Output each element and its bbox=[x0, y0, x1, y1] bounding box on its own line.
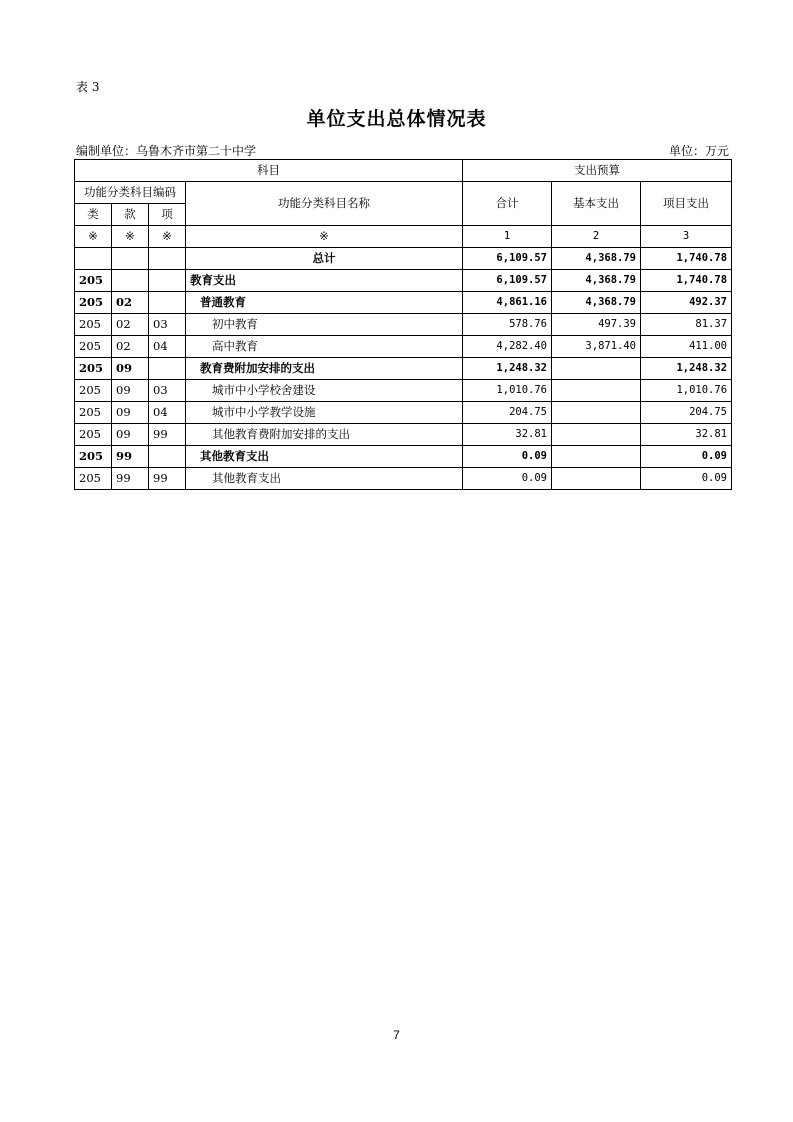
header-kuan: 款 bbox=[112, 204, 149, 226]
cell-total: 578.76 bbox=[463, 314, 552, 336]
cell-total: 204.75 bbox=[463, 402, 552, 424]
header-budget: 支出预算 bbox=[463, 160, 732, 182]
cell-total: 4,282.40 bbox=[463, 336, 552, 358]
cell-total: 6,109.57 bbox=[463, 248, 552, 270]
unit-label: 单位：万元 bbox=[668, 144, 729, 158]
cell-project: 204.75 bbox=[641, 402, 732, 424]
mark-name: ※ bbox=[186, 226, 463, 248]
header-subject: 科目 bbox=[75, 160, 463, 182]
cell-basic bbox=[552, 446, 641, 468]
cell-name: 城市中小学校舍建设 bbox=[186, 380, 463, 402]
cell-lei: 205 bbox=[75, 336, 112, 358]
header-code-group: 功能分类科目编码 bbox=[75, 182, 186, 204]
cell-name: 其他教育支出 bbox=[186, 468, 463, 490]
cell-lei: 205 bbox=[75, 446, 112, 468]
cell-basic: 497.39 bbox=[552, 314, 641, 336]
col-index-2: 2 bbox=[552, 226, 641, 248]
cell-basic bbox=[552, 424, 641, 446]
table-row bbox=[75, 424, 732, 446]
table-row bbox=[75, 314, 732, 336]
cell-kuan: 02 bbox=[112, 292, 149, 314]
cell-project: 411.00 bbox=[641, 336, 732, 358]
cell-total: 1,010.76 bbox=[463, 380, 552, 402]
cell-basic bbox=[552, 468, 641, 490]
cell-kuan: 09 bbox=[112, 358, 149, 380]
header-project: 项目支出 bbox=[641, 182, 732, 226]
cell-xiang bbox=[149, 446, 186, 468]
table-row bbox=[75, 468, 732, 490]
cell-kuan: 99 bbox=[112, 446, 149, 468]
mark-xiang: ※ bbox=[149, 226, 186, 248]
col-index-3: 3 bbox=[641, 226, 732, 248]
cell-xiang bbox=[149, 292, 186, 314]
cell-kuan: 09 bbox=[112, 402, 149, 424]
cell-lei: 205 bbox=[75, 402, 112, 424]
cell-lei: 205 bbox=[75, 314, 112, 336]
cell-kuan: 02 bbox=[112, 336, 149, 358]
cell-name: 城市中小学教学设施 bbox=[186, 402, 463, 424]
cell-lei: 205 bbox=[75, 424, 112, 446]
cell-name: 教育费附加安排的支出 bbox=[186, 358, 463, 380]
cell-project: 0.09 bbox=[641, 468, 732, 490]
cell-name: 教育支出 bbox=[186, 270, 463, 292]
cell-name: 其他教育费附加安排的支出 bbox=[186, 424, 463, 446]
cell-lei bbox=[75, 248, 112, 270]
cell-project: 1,248.32 bbox=[641, 358, 732, 380]
table-row bbox=[75, 380, 732, 402]
cell-basic: 4,368.79 bbox=[552, 292, 641, 314]
table-row bbox=[75, 402, 732, 424]
cell-name: 高中教育 bbox=[186, 336, 463, 358]
header-xiang: 项 bbox=[149, 204, 186, 226]
cell-basic: 4,368.79 bbox=[552, 248, 641, 270]
cell-total: 6,109.57 bbox=[463, 270, 552, 292]
cell-kuan bbox=[112, 270, 149, 292]
cell-xiang: 04 bbox=[149, 336, 186, 358]
cell-total: 1,248.32 bbox=[463, 358, 552, 380]
cell-project: 0.09 bbox=[641, 446, 732, 468]
cell-total: 32.81 bbox=[463, 424, 552, 446]
page-title: 单位支出总体情况表 bbox=[306, 108, 487, 130]
cell-lei: 205 bbox=[75, 358, 112, 380]
cell-name: 其他教育支出 bbox=[186, 446, 463, 468]
header-name: 功能分类科目名称 bbox=[186, 182, 463, 226]
table-row bbox=[75, 446, 732, 468]
cell-basic bbox=[552, 358, 641, 380]
table-row bbox=[75, 270, 732, 292]
cell-lei: 205 bbox=[75, 270, 112, 292]
cell-total: 0.09 bbox=[463, 468, 552, 490]
cell-xiang: 99 bbox=[149, 468, 186, 490]
mark-kuan: ※ bbox=[112, 226, 149, 248]
page-number: 7 bbox=[393, 1028, 400, 1042]
cell-basic: 3,871.40 bbox=[552, 336, 641, 358]
cell-project: 1,010.76 bbox=[641, 380, 732, 402]
cell-lei: 205 bbox=[75, 468, 112, 490]
cell-lei: 205 bbox=[75, 292, 112, 314]
table-row bbox=[75, 292, 732, 314]
mark-lei: ※ bbox=[75, 226, 112, 248]
cell-kuan: 09 bbox=[112, 380, 149, 402]
cell-total: 0.09 bbox=[463, 446, 552, 468]
cell-name: 总计 bbox=[186, 248, 463, 270]
cell-xiang bbox=[149, 270, 186, 292]
cell-basic bbox=[552, 380, 641, 402]
cell-xiang: 99 bbox=[149, 424, 186, 446]
table-row bbox=[75, 336, 732, 358]
cell-kuan: 02 bbox=[112, 314, 149, 336]
cell-name: 初中教育 bbox=[186, 314, 463, 336]
header-basic: 基本支出 bbox=[552, 182, 641, 226]
cell-basic bbox=[552, 402, 641, 424]
cell-xiang: 03 bbox=[149, 314, 186, 336]
org-label: 编制单位：乌鲁木齐市第二十中学 bbox=[76, 144, 257, 158]
cell-total: 4,861.16 bbox=[463, 292, 552, 314]
cell-project: 1,740.78 bbox=[641, 248, 732, 270]
table-row-total bbox=[75, 248, 732, 270]
cell-lei: 205 bbox=[75, 380, 112, 402]
cell-basic: 4,368.79 bbox=[552, 270, 641, 292]
header-total: 合计 bbox=[463, 182, 552, 226]
cell-project: 32.81 bbox=[641, 424, 732, 446]
col-index-1: 1 bbox=[463, 226, 552, 248]
cell-xiang: 04 bbox=[149, 402, 186, 424]
cell-project: 492.37 bbox=[641, 292, 732, 314]
cell-kuan bbox=[112, 248, 149, 270]
cell-kuan: 99 bbox=[112, 468, 149, 490]
cell-xiang bbox=[149, 358, 186, 380]
table-tag: 表 3 bbox=[76, 80, 100, 94]
cell-xiang bbox=[149, 248, 186, 270]
expenditure-table bbox=[74, 159, 732, 490]
cell-name: 普通教育 bbox=[186, 292, 463, 314]
cell-project: 81.37 bbox=[641, 314, 732, 336]
cell-xiang: 03 bbox=[149, 380, 186, 402]
cell-project: 1,740.78 bbox=[641, 270, 732, 292]
cell-kuan: 09 bbox=[112, 424, 149, 446]
header-lei: 类 bbox=[75, 204, 112, 226]
table-row bbox=[75, 358, 732, 380]
